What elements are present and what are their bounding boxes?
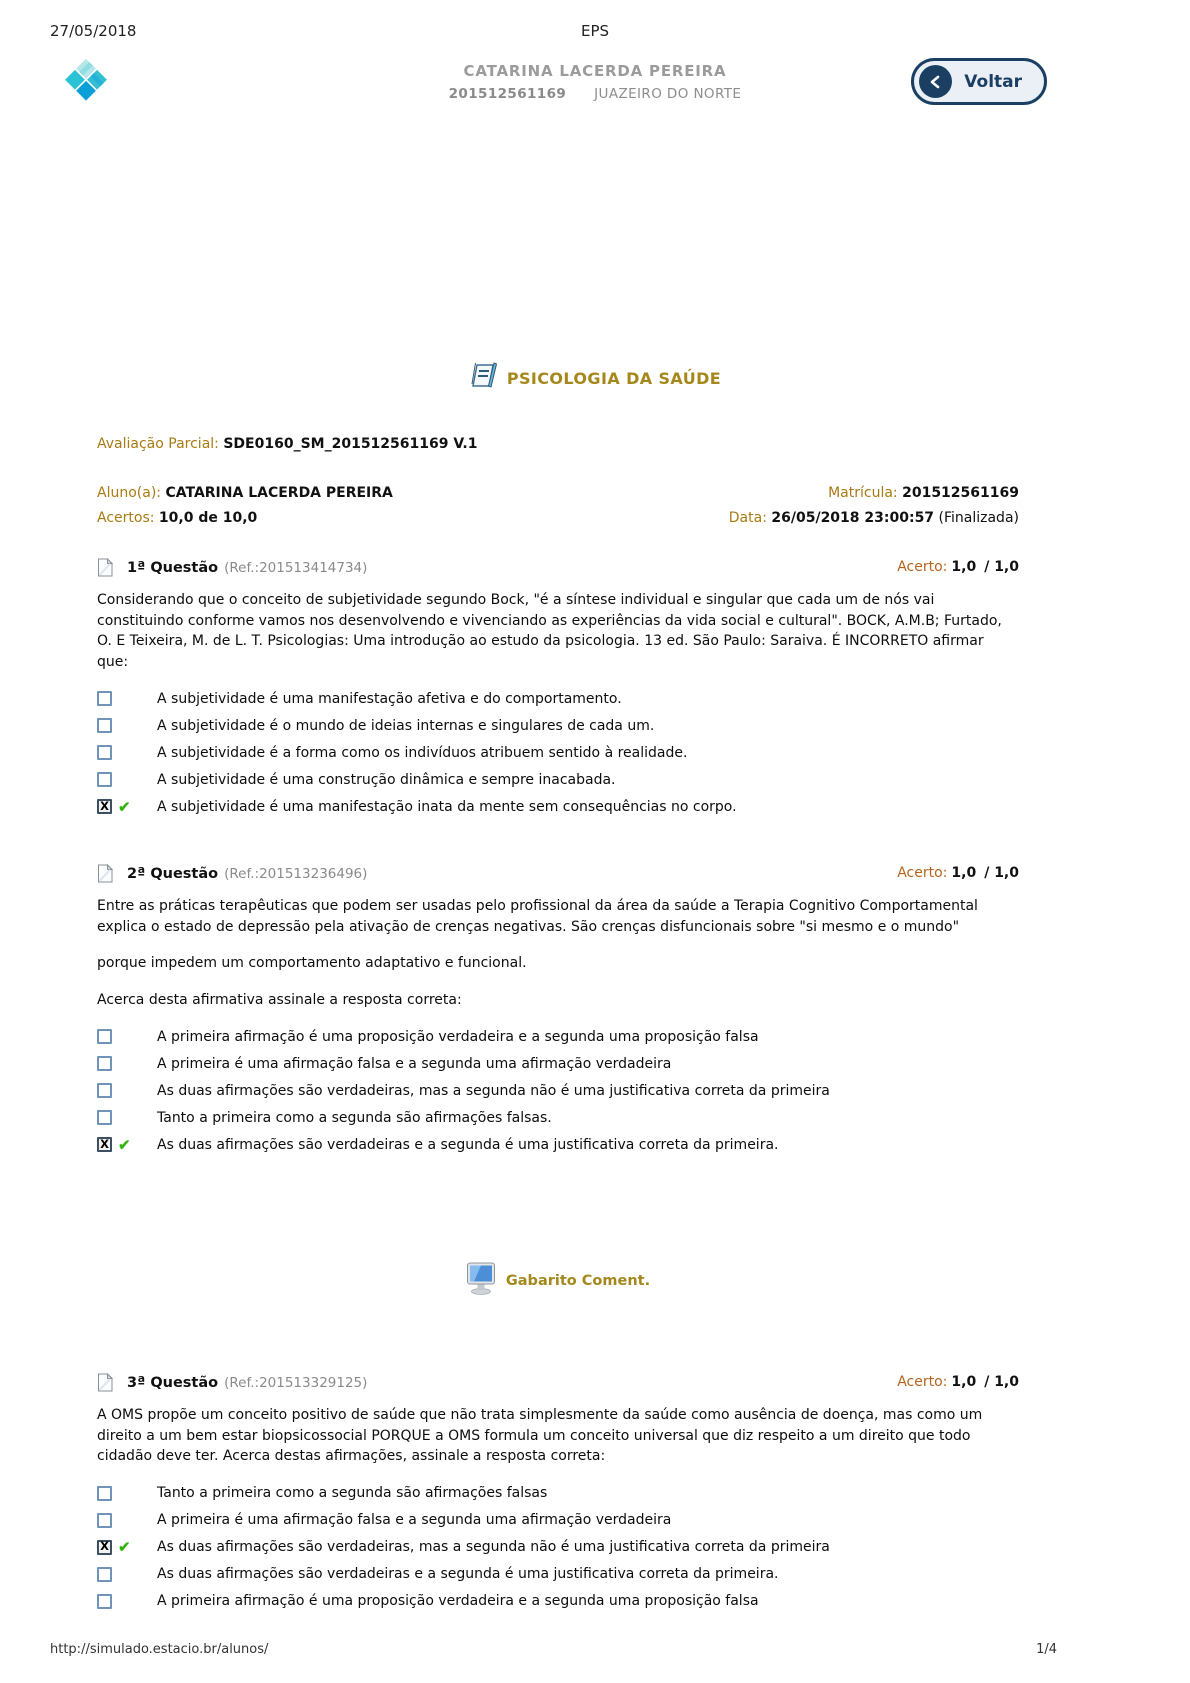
answer-option	[97, 1081, 1019, 1100]
answer-checkbox[interactable]	[97, 1083, 112, 1098]
question-header	[97, 558, 1019, 577]
answer-checkbox[interactable]	[97, 718, 112, 733]
question-ref: (Ref.:201513414734)	[224, 559, 368, 576]
question-score	[897, 559, 1019, 575]
answer-option	[97, 1054, 1019, 1073]
question-block-3	[97, 1373, 1019, 1611]
acerto-label: Acerto:	[897, 865, 948, 881]
answer-option	[97, 1135, 1019, 1154]
answer-option	[97, 1538, 1019, 1557]
answer-checkbox[interactable]	[97, 799, 112, 814]
acerto-label: Acerto:	[897, 1374, 948, 1390]
answer-checkbox[interactable]	[97, 1513, 112, 1528]
question-score	[897, 865, 1019, 881]
answer-options	[97, 689, 1019, 816]
question-block-1	[97, 558, 1019, 816]
question-body	[97, 1405, 1019, 1467]
answer-option	[97, 689, 1019, 708]
answer-checkbox[interactable]	[97, 1029, 112, 1044]
main-content	[97, 436, 1019, 1611]
question-number: 3ª Questão	[127, 1374, 219, 1391]
print-date: 27/05/2018	[50, 22, 137, 40]
answer-option	[97, 1511, 1019, 1530]
answer-option	[97, 1027, 1019, 1046]
correct-check-icon: ✔	[118, 1135, 131, 1154]
avaliacao-value: SDE0160_SM_201512561169 V.1	[223, 436, 478, 452]
answer-option-label: A subjetividade é uma construção dinâmica e sempre inacabada.	[157, 771, 616, 788]
answer-checkbox[interactable]	[97, 1540, 112, 1555]
course-title: PSICOLOGIA DA SAÚDE	[506, 368, 722, 388]
exam-info	[97, 436, 1019, 526]
print-footer	[50, 1642, 1057, 1657]
student-name: CATARINA LACERDA PEREIRA	[463, 62, 727, 80]
score-max: / 1,0	[984, 559, 1019, 575]
back-button[interactable]	[911, 58, 1047, 105]
answer-checkbox[interactable]	[97, 691, 112, 706]
answer-checkbox[interactable]	[97, 1567, 112, 1582]
chevron-left-icon	[919, 65, 952, 98]
answer-option	[97, 743, 1019, 762]
student-campus: JUAZEIRO DO NORTE	[594, 86, 742, 102]
acertos-value: 10,0 de 10,0	[158, 510, 258, 526]
aluno-field	[97, 485, 393, 501]
footer-page-number: 1/4	[1036, 1642, 1057, 1657]
answer-option	[97, 1592, 1019, 1611]
answer-option-label: Tanto a primeira como a segunda são afirmações falsas	[157, 1485, 548, 1501]
avaliacao-label: Avaliação Parcial:	[97, 436, 219, 452]
question-paragraph: A OMS propõe um conceito positivo de saúde que não trata simplesmente da saúde como ausência de doença, mas como um direito a um bem estar biopsicossocial PORQUE a OMS formula um conceito universal que diz respeito a um direito que todo cidadão deve ter. Acerca destas afirmações, assinale a resposta correta:	[97, 1407, 983, 1464]
data-field	[729, 510, 1019, 526]
question-paragraph: Considerando que o conceito de subjetividade segundo Bock, "é a síntese individual e singular que cada um de nós vai constituindo conforme vamos nos desenvolvendo e vivenciando as experiências da vida social e cultural". BOCK, A.M.B; Furtado, O. E Teixeira, M. de L. T. Psicologias: Uma introdução ao estudo da psicologia. 13 ed. São Paulo: Saraiva. É INCORRETO afirmar que:	[97, 592, 1002, 670]
print-bar	[0, 0, 1190, 42]
question-score	[897, 1374, 1019, 1390]
gabarito-label: Gabarito Coment.	[505, 1272, 651, 1289]
answer-checkbox[interactable]	[97, 1110, 112, 1125]
score-max: / 1,0	[984, 865, 1019, 881]
correct-check-icon: ✔	[118, 1538, 131, 1556]
answer-option	[97, 1484, 1019, 1503]
question-paragraph: Entre as práticas terapêuticas que podem ser usadas pelo profissional da área da saúde a Terapia Cognitivo Comportamental explica o estado de depressão pela ativação de crenças negativas. São crenças disfuncionais sobre "si mesmo e o mundo"	[97, 898, 978, 935]
monitor-icon	[466, 1262, 496, 1299]
page-header	[0, 56, 1190, 116]
answer-option-label: A primeira afirmação é uma proposição verdadeira e a segunda uma proposição falsa	[157, 1028, 759, 1045]
acerto-label: Acerto:	[897, 559, 948, 575]
answer-option-label: A primeira afirmação é uma proposição verdadeira e a segunda uma proposição falsa	[157, 1593, 759, 1609]
answer-option	[97, 797, 1019, 816]
document-icon	[97, 1373, 113, 1392]
answer-checkbox[interactable]	[97, 1137, 112, 1152]
question-ref: (Ref.:201513236496)	[224, 865, 368, 882]
answer-option-label: A subjetividade é a forma como os indivíduos atribuem sentido à realidade.	[157, 744, 688, 761]
answer-option-label: Tanto a primeira como a segunda são afirmações falsas.	[157, 1109, 552, 1126]
answer-option-label: A subjetividade é o mundo de ideias internas e singulares de cada um.	[157, 717, 655, 734]
question-body	[97, 590, 1019, 672]
correct-check-icon: ✔	[118, 797, 131, 816]
question-header	[97, 864, 1019, 883]
score-value: 1,0	[951, 865, 977, 881]
student-id: 201512561169	[448, 86, 567, 102]
matricula-label: Matrícula:	[828, 485, 898, 501]
answer-checkbox[interactable]	[97, 1486, 112, 1501]
matricula-value: 201512561169	[902, 485, 1019, 501]
aluno-label: Aluno(a):	[97, 485, 161, 501]
notepad-pencil-icon	[469, 362, 499, 394]
matricula-field	[828, 485, 1019, 501]
back-button-label: Voltar	[964, 71, 1022, 92]
answer-option	[97, 770, 1019, 789]
document-icon	[97, 558, 113, 577]
question-body	[97, 896, 1019, 1010]
score-max: / 1,0	[984, 1374, 1019, 1390]
question-number: 2ª Questão	[127, 865, 219, 882]
document-icon	[97, 864, 113, 883]
answer-options	[97, 1027, 1019, 1154]
question-ref: (Ref.:201513329125)	[224, 1374, 368, 1391]
course-title-row	[0, 362, 1190, 394]
data-label: Data:	[728, 510, 767, 526]
question-number: 1ª Questão	[127, 559, 219, 576]
question-paragraph: Acerca desta afirmativa assinale a resposta correta:	[97, 991, 462, 1008]
answer-checkbox[interactable]	[97, 745, 112, 760]
gabarito-button[interactable]	[97, 1262, 1019, 1299]
data-value: 26/05/2018 23:00:57	[771, 510, 935, 526]
score-value: 1,0	[951, 1374, 977, 1390]
acertos-label: Acertos:	[97, 510, 155, 526]
answer-option-label: A primeira é uma afirmação falsa e a segunda uma afirmação verdadeira	[157, 1055, 672, 1072]
answer-option-label: As duas afirmações são verdadeiras, mas a segunda não é uma justificativa correta da primeira	[157, 1082, 830, 1099]
answer-option-label: A subjetividade é uma manifestação inata da mente sem consequências no corpo.	[157, 798, 737, 815]
answer-checkbox[interactable]	[97, 772, 112, 787]
answer-option-label: As duas afirmações são verdadeiras e a segunda é uma justificativa correta da primeira.	[157, 1566, 779, 1582]
acertos-field	[97, 510, 257, 526]
answer-option-label: As duas afirmações são verdadeiras, mas a segunda não é uma justificativa correta da primeira	[157, 1539, 830, 1555]
answer-checkbox[interactable]	[97, 1056, 112, 1071]
avaliacao-field	[97, 436, 477, 452]
question-paragraph: porque impedem um comportamento adaptativo e funcional.	[97, 955, 527, 971]
answer-options	[97, 1484, 1019, 1611]
answer-option-label: As duas afirmações são verdadeiras e a segunda é uma justificativa correta da primeira.	[157, 1136, 779, 1153]
score-value: 1,0	[951, 559, 977, 575]
answer-option-label: A subjetividade é uma manifestação afetiva e do comportamento.	[157, 690, 622, 707]
question-header	[97, 1373, 1019, 1392]
answer-option	[97, 1565, 1019, 1584]
answer-option	[97, 1108, 1019, 1127]
print-title: EPS	[580, 22, 610, 40]
answer-option-label: A primeira é uma afirmação falsa e a segunda uma afirmação verdadeira	[157, 1512, 672, 1528]
answer-checkbox[interactable]	[97, 1594, 112, 1609]
question-block-2	[97, 864, 1019, 1154]
aluno-value: CATARINA LACERDA PEREIRA	[165, 485, 393, 501]
footer-url: http://simulado.estacio.br/alunos/	[50, 1642, 269, 1657]
data-status: (Finalizada)	[938, 510, 1019, 526]
answer-option	[97, 716, 1019, 735]
